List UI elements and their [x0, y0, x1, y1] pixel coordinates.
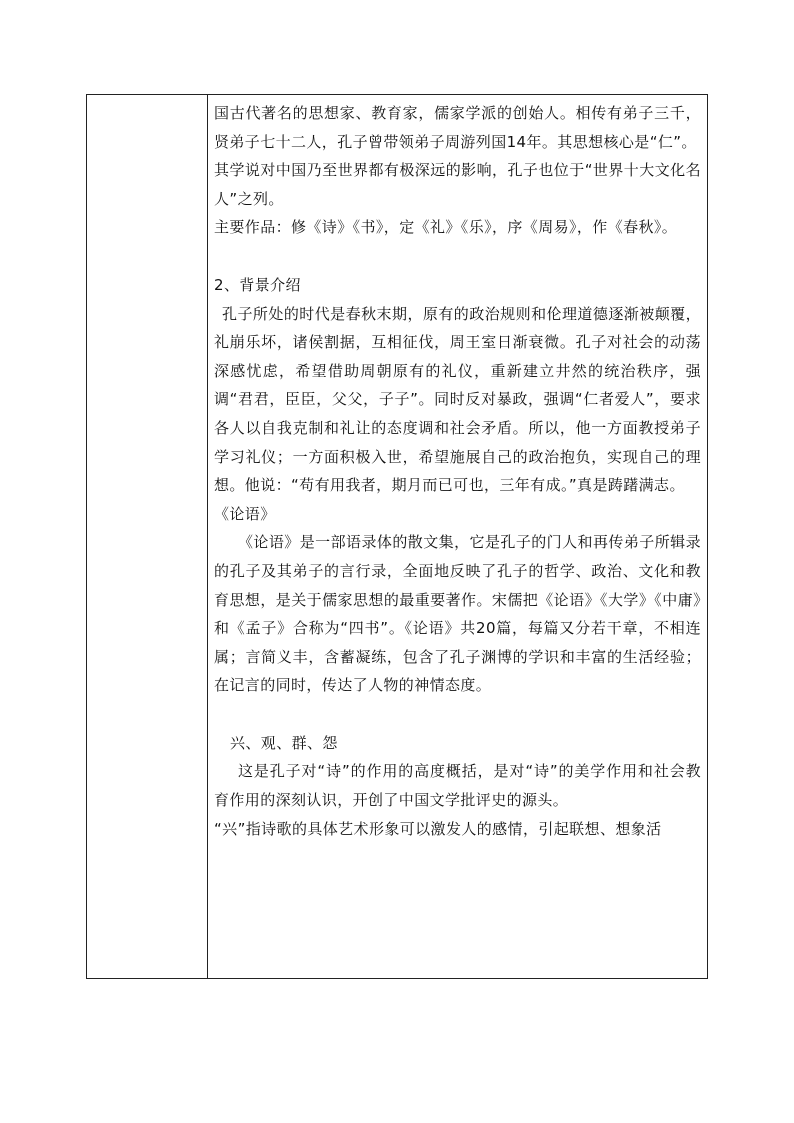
- table-right-cell: [208, 95, 707, 978]
- works-paragraph: 主要作品：修《诗》《书》，定《礼》《乐》，序《周易》，作《春秋》。: [214, 218, 678, 237]
- intro-paragraph-1: 国古代著名的思想家、教育家，儒家学派的创始人。相传有弟子三千，贤弟子七十二人，孔子曾带领弟子周游列国14年。其思想核心是“仁”。: [214, 104, 701, 151]
- background-heading: 2、背景介绍: [214, 275, 301, 294]
- cell-text: [214, 99, 701, 843]
- xing-definition: “兴”指诗歌的具体艺术形象可以激发人的感情，引起联想、想象活: [214, 819, 662, 838]
- xing-heading: 兴、观、群、怨: [230, 733, 338, 752]
- xing-paragraph: 这是孔子对“诗”的作用的高度概括，是对“诗”的美学作用和社会教育作用的深刻认识，开创了中国文学批评史的源头。: [214, 762, 701, 810]
- content-table: [86, 94, 708, 979]
- background-paragraph: 孔子所处的时代是春秋末期，原有的政治规则和伦理道德逐渐被颠覆，礼崩乐坏，诸侯割据，互相征伐，周王室日渐衰微。孔子对社会的动荡深感忧虑，希望借助周朝原有的礼仪，重新建立井然的统治秩序，强调“君君，臣臣，父父，子子”。同时反对暴政，强调“仁者爱人”，要求各人以自我克制和礼让的态度调和社会矛盾。所以，他一方面教授弟子学习礼仪；一方面积极入世，希望施展自己的政治抱负，实现自己的理想。他说：“苟有用我者，期月而已可也，三年有成。”真是踌躇满志。: [214, 304, 701, 495]
- lunyu-heading: 《论语》: [214, 504, 276, 523]
- intro-paragraph-2: 其学说对中国乃至世界都有极深远的影响，孔子也位于“世界十大文化名人”之列。: [214, 161, 701, 208]
- table-left-cell: [87, 95, 208, 978]
- spacer: [214, 700, 701, 729]
- spacer: [214, 242, 701, 271]
- lunyu-paragraph: 《论语》是一部语录体的散文集，它是孔子的门人和再传弟子所辑录的孔子及其弟子的言行录，全面地反映了孔子的哲学、政治、文化和教育思想，是关于儒家思想的最重要著作。宋儒把《论语》《大学》《中庸》和《孟子》合称为“四书”。《论语》共20篇，每篇又分若干章，不相连属；言简义丰，含蓄凝练，包含了孔子渊博的学识和丰富的生活经验；在记言的同时，传达了人物的神情态度。: [214, 533, 701, 695]
